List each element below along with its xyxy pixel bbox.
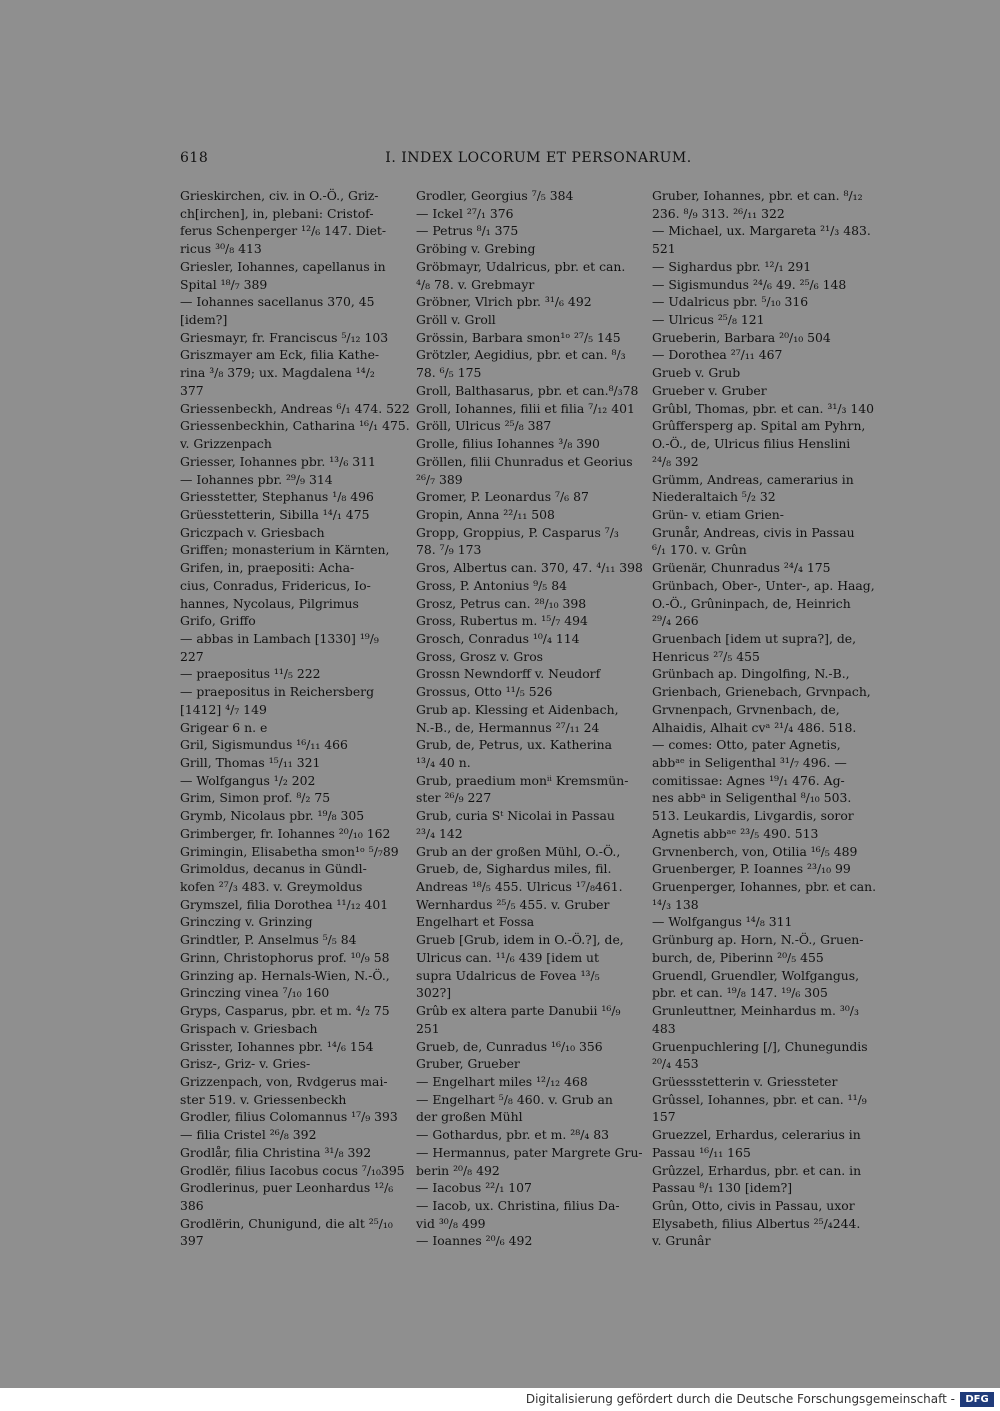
index-entry-line: Grinczing v. Grinzing bbox=[180, 914, 313, 930]
index-entry-line: [1412] ⁴/₇ 149 bbox=[180, 701, 267, 717]
index-entry-line: 78. ⁶/₅ 175 bbox=[416, 365, 482, 381]
index-entry-line: ¹⁴/₃ 138 bbox=[652, 896, 699, 912]
index-entry-line: 157 bbox=[652, 1109, 676, 1125]
index-entry-line: Grinn, Christophorus prof. ¹⁰/₉ 58 bbox=[180, 949, 390, 965]
index-entry-line: Grvnenberch, von, Otilia ¹⁶/₅ 489 bbox=[652, 843, 858, 859]
index-entry-line: Grueb [Grub, idem in O.-Ö.?], de, bbox=[416, 932, 624, 948]
index-entry-line: Gruber, Grueber bbox=[416, 1056, 520, 1072]
index-entry-line: 386 bbox=[180, 1197, 204, 1213]
index-entry-line: Grimoldus, decanus in Gündl- bbox=[180, 861, 367, 877]
index-entry-line: Ulricus can. ¹¹/₆ 439 [idem ut bbox=[416, 949, 600, 965]
index-entry-line: Grill, Thomas ¹⁵/₁₁ 321 bbox=[180, 755, 321, 770]
index-entry-line: Grossn Newndorff v. Neudorf bbox=[416, 666, 601, 682]
index-entry-line: Grodlër, filius Iacobus cocus ⁷/₁₀395 bbox=[180, 1162, 405, 1178]
index-entry-line: Griesser, Iohannes pbr. ¹³/₆ 311 bbox=[180, 453, 376, 469]
index-entry-line: Grizzenpach, von, Rvdgerus mai- bbox=[180, 1073, 388, 1089]
index-entry-line: Grub ap. Klessing et Aidenbach, bbox=[416, 701, 619, 717]
index-entry-line: ferus Schenperger ¹²/₆ 147. Diet- bbox=[180, 223, 387, 239]
index-entry-line: O.-Ö., Grûninpach, de, Heinrich bbox=[652, 595, 851, 611]
index-entry-line: Grüessstetterin v. Griessteter bbox=[652, 1073, 838, 1089]
index-entry-line: Grifen, in, praepositi: Acha- bbox=[180, 560, 355, 576]
index-entry-line: 513. Leukardis, Livgardis, soror bbox=[652, 808, 854, 824]
index-entry-line: — comes: Otto, pater Agnetis, bbox=[652, 737, 841, 753]
index-entry-line: Spital ¹⁸/₇ 389 bbox=[180, 276, 268, 292]
index-entry-line: 377 bbox=[180, 382, 204, 398]
index-entry-line: — Iacob, ux. Christina, filius Da- bbox=[416, 1197, 620, 1213]
index-column-1 bbox=[180, 187, 412, 1250]
index-entry-line: Grimingin, Elisabetha smon¹ᵒ ⁵/₇89 bbox=[180, 843, 399, 859]
index-entry-line: — Engelhart ⁵/₈ 460. v. Grub an bbox=[416, 1091, 613, 1107]
index-entry-line: Grüenär, Chunradus ²⁴/₄ 175 bbox=[652, 560, 831, 576]
index-entry-line: — Michael, ux. Margareta ²¹/₃ 483. bbox=[652, 223, 871, 239]
index-entry-line: v. Grunâr bbox=[652, 1233, 711, 1249]
index-entry-line: Passau ¹⁶/₁₁ 165 bbox=[652, 1144, 751, 1160]
index-entry-line: Groll, Iohannes, filii et filia ⁷/₁₂ 401 bbox=[416, 400, 635, 416]
index-entry-line: abbᵃᵉ in Seligenthal ³¹/₇ 496. — bbox=[652, 755, 847, 770]
index-entry-line: Gruezzel, Erhardus, celerarius in bbox=[652, 1127, 861, 1143]
index-entry-line: 236. ⁸/₉ 313. ²⁶/₁₁ 322 bbox=[652, 205, 785, 221]
index-entry-line: — abbas in Lambach [1330] ¹⁹/₉ bbox=[180, 630, 379, 646]
index-entry-line: Grinzing ap. Hernals-Wien, N.-Ö., bbox=[180, 967, 390, 983]
index-entry-line: — Wolfgangus ¹/₂ 202 bbox=[180, 772, 316, 788]
index-entry-line: Gryps, Casparus, pbr. et m. ⁴/₂ 75 bbox=[180, 1003, 390, 1019]
index-entry-line: Grodlërin, Chunigund, die alt ²⁵/₁₀ bbox=[180, 1215, 393, 1231]
index-entry-line: Grymszel, filia Dorothea ¹¹/₁₂ 401 bbox=[180, 896, 389, 912]
index-entry-line: Griesstetter, Stephanus ¹/₈ 496 bbox=[180, 489, 374, 505]
index-entry-line: Elysabeth, filius Albertus ²⁵/₄244. bbox=[652, 1215, 861, 1231]
index-entry-line: Gruenberger, P. Ioannes ²³/₁₀ 99 bbox=[652, 861, 851, 877]
index-entry-line: N.-B., de, Hermannus ²⁷/₁₁ 24 bbox=[416, 719, 600, 735]
index-entry-line: Agnetis abbᵃᵉ ²³/₅ 490. 513 bbox=[652, 825, 819, 841]
index-entry-line: Grössin, Barbara smon¹ᵒ ²⁷/₅ 145 bbox=[416, 329, 621, 345]
index-entry-line: Grim, Simon prof. ⁸/₂ 75 bbox=[180, 790, 331, 806]
index-entry-line: ²⁶/₇ 389 bbox=[416, 471, 463, 487]
index-entry-line: Grueb v. Grub bbox=[652, 365, 741, 381]
index-entry-line: ⁶/₁ 170. v. Grûn bbox=[652, 542, 747, 558]
index-entry-line: ch[irchen], in, plebani: Cristof- bbox=[180, 205, 374, 221]
index-entry-line: Grueber v. Gruber bbox=[652, 382, 767, 398]
index-entry-line: Griffen; monasterium in Kärnten, bbox=[180, 542, 390, 558]
index-entry-line: Grub, curia Sᵗ Nicolai in Passau bbox=[416, 808, 615, 824]
index-entry-line: Grûzzel, Erhardus, pbr. et can. in bbox=[652, 1162, 862, 1178]
index-entry-line: — praepositus in Reichersberg bbox=[180, 684, 375, 700]
index-entry-line: Grün- v. etiam Grien- bbox=[652, 506, 784, 522]
index-entry-line: — Petrus ⁸/₁ 375 bbox=[416, 223, 519, 239]
index-entry-line: Groll, Balthasarus, pbr. et can.⁸/₃78 bbox=[416, 382, 639, 398]
index-entry-line: Engelhart et Fossa bbox=[416, 914, 535, 930]
dfg-logo: DFG bbox=[960, 1392, 994, 1407]
index-entry-line: Grub, praedium monⁱⁱ Kremsmün- bbox=[416, 772, 629, 788]
index-entry-line: Grosz, Petrus can. ²⁸/₁₀ 398 bbox=[416, 595, 587, 611]
index-entry-line: — praepositus ¹¹/₅ 222 bbox=[180, 666, 321, 682]
index-entry-line: Grûbl, Thomas, pbr. et can. ³¹/₃ 140 bbox=[652, 400, 875, 416]
index-entry-line: v. Grizzenpach bbox=[180, 436, 272, 452]
index-entry-line: [idem?] bbox=[180, 312, 228, 328]
index-entry-line: Griszmayer am Eck, filia Kathe- bbox=[180, 347, 380, 363]
index-entry-line: Grisster, Iohannes pbr. ¹⁴/₆ 154 bbox=[180, 1038, 374, 1054]
index-entry-line: ster 519. v. Griessenbeckh bbox=[180, 1091, 347, 1107]
index-entry-line: Gruendl, Gruendler, Wolfgangus, bbox=[652, 967, 860, 983]
index-entry-line: Griczpach v. Griesbach bbox=[180, 524, 325, 540]
index-entry-line: Gröll, Ulricus ²⁵/₈ 387 bbox=[416, 418, 552, 434]
index-entry-line: Grûn, Otto, civis in Passau, uxor bbox=[652, 1197, 855, 1213]
index-entry-line: Grub an der großen Mühl, O.-Ö., bbox=[416, 843, 621, 859]
index-entry-line: kofen ²⁷/₃ 483. v. Greymoldus bbox=[180, 879, 363, 895]
index-entry-line: supra Udalricus de Fovea ¹³/₅ bbox=[416, 967, 600, 983]
index-entry-line: Gröbmayr, Udalricus, pbr. et can. bbox=[416, 258, 626, 274]
index-entry-line: Passau ⁸/₁ 130 [idem?] bbox=[652, 1180, 793, 1196]
index-entry-line: Grindtler, P. Anselmus ⁵/₅ 84 bbox=[180, 932, 357, 948]
index-entry-line: ster ²⁶/₉ 227 bbox=[416, 790, 492, 806]
index-entry-line: — Ickel ²⁷/₁ 376 bbox=[416, 205, 514, 221]
index-entry-line: hannes, Nycolaus, Pilgrimus bbox=[180, 595, 359, 611]
index-entry-line: Grünbach ap. Dingolfing, N.-B., bbox=[652, 666, 850, 682]
index-entry-line: Grossus, Otto ¹¹/₅ 526 bbox=[416, 684, 553, 700]
index-entry-line: ricus ³⁰/₈ 413 bbox=[180, 241, 262, 257]
index-entry-line: Gruber, Iohannes, pbr. et can. ⁸/₁₂ bbox=[652, 188, 863, 203]
index-entry-line: Grünburg ap. Horn, N.-Ö., Gruen- bbox=[652, 932, 864, 948]
index-entry-line: Gröbner, Vlrich pbr. ³¹/₆ 492 bbox=[416, 294, 592, 310]
index-entry-line: Grimberger, fr. Iohannes ²⁰/₁₀ 162 bbox=[180, 825, 391, 841]
index-entry-line: Alhaidis, Alhait cvᵃ ²¹/₄ 486. 518. bbox=[652, 719, 857, 735]
page-title: I. INDEX LOCORUM ET PERSONARUM. bbox=[385, 150, 692, 166]
index-entry-line: 483 bbox=[652, 1020, 676, 1036]
index-entry-line: 78. ⁷/₉ 173 bbox=[416, 542, 482, 558]
index-entry-line: — Ulricus ²⁵/₈ 121 bbox=[652, 312, 765, 328]
index-entry-line: — filia Cristel ²⁶/₈ 392 bbox=[180, 1127, 317, 1143]
index-entry-line: Grieskirchen, civ. in O.-Ö., Griz- bbox=[180, 188, 379, 203]
index-entry-line: Grünbach, Ober-, Unter-, ap. Haag, bbox=[652, 577, 875, 593]
index-entry-line: Grosch, Conradus ¹⁰/₄ 114 bbox=[416, 630, 580, 646]
index-entry-line: Gröllen, filii Chunradus et Georius bbox=[416, 453, 633, 469]
index-entry-line: Grueb, de, Cunradus ¹⁶/₁₀ 356 bbox=[416, 1038, 603, 1054]
index-entry-line: Wernhardus ²⁵/₅ 455. v. Gruber bbox=[416, 896, 610, 912]
index-entry-line: ²⁰/₄ 453 bbox=[652, 1056, 699, 1072]
index-entry-line: 251 bbox=[416, 1020, 440, 1036]
index-entry-line: berin ²⁰/₈ 492 bbox=[416, 1162, 500, 1178]
index-entry-line: burch, de, Piberinn ²⁰/₅ 455 bbox=[652, 949, 824, 965]
index-entry-line: Gromer, P. Leonardus ⁷/₆ 87 bbox=[416, 489, 589, 505]
index-entry-line: — Sigismundus ²⁴/₆ 49. ²⁵/₆ 148 bbox=[652, 276, 847, 292]
index-entry-line: — Hermannus, pater Margrete Gru- bbox=[416, 1144, 643, 1160]
index-entry-line: Gröll v. Groll bbox=[416, 312, 496, 328]
index-entry-line: comitissae: Agnes ¹⁹/₁ 476. Ag- bbox=[652, 772, 845, 788]
index-entry-line: Gross, Rubertus m. ¹⁵/₇ 494 bbox=[416, 613, 588, 629]
index-entry-line: Griesler, Iohannes, capellanus in bbox=[180, 258, 386, 274]
index-entry-line: Grinczing vinea ⁷/₁₀ 160 bbox=[180, 985, 330, 1001]
index-entry-line: ²³/₄ 142 bbox=[416, 825, 463, 841]
index-entry-line: Andreas ¹⁸/₅ 455. Ulricus ¹⁷/₈461. bbox=[416, 879, 623, 895]
index-column-3 bbox=[652, 187, 884, 1250]
index-entry-line: — Iacobus ²²/₁ 107 bbox=[416, 1180, 532, 1196]
index-entry-line: Gril, Sigismundus ¹⁶/₁₁ 466 bbox=[180, 737, 348, 753]
index-entry-line: nes abbᵃ in Seligenthal ⁸/₁₀ 503. bbox=[652, 790, 852, 806]
index-entry-line: Gropp, Groppius, P. Casparus ⁷/₃ bbox=[416, 524, 619, 540]
index-entry-line: — Iohannes pbr. ²⁹/₉ 314 bbox=[180, 471, 333, 487]
index-entry-line: Gruenperger, Iohannes, pbr. et can. bbox=[652, 879, 877, 895]
index-entry-line: Grispach v. Griesbach bbox=[180, 1020, 318, 1036]
index-entry-line: Grodler, filius Colomannus ¹⁷/₉ 393 bbox=[180, 1109, 398, 1125]
index-entry-line: 302?] bbox=[416, 985, 452, 1001]
index-entry-line: Grûb ex altera parte Danubii ¹⁶/₉ bbox=[416, 1003, 621, 1019]
index-entry-line: Henricus ²⁷/₅ 455 bbox=[652, 648, 760, 664]
index-entry-line: ²⁴/₈ 392 bbox=[652, 453, 699, 469]
index-entry-line: Grodler, Georgius ⁷/₅ 384 bbox=[416, 188, 574, 203]
index-entry-line: — Sighardus pbr. ¹²/₁ 291 bbox=[652, 258, 812, 274]
index-entry-line: Griessenbeckhin, Catharina ¹⁶/₁ 475. bbox=[180, 418, 410, 434]
index-entry-line: Grümm, Andreas, camerarius in bbox=[652, 471, 854, 487]
index-entry-line: Grigear 6 n. e bbox=[180, 719, 268, 735]
index-entry-line: — Ioannes ²⁰/₆ 492 bbox=[416, 1233, 533, 1249]
index-entry-line: — Udalricus pbr. ⁵/₁₀ 316 bbox=[652, 294, 809, 310]
page-header bbox=[180, 150, 897, 170]
index-entry-line: 397 bbox=[180, 1233, 204, 1249]
index-entry-line: Grûssel, Iohannes, pbr. et can. ¹¹/₉ bbox=[652, 1091, 867, 1107]
index-entry-line: 227 bbox=[180, 648, 204, 664]
index-entry-line: Griessenbeckh, Andreas ⁶/₁ 474. 522 bbox=[180, 400, 410, 416]
index-entry-line: Grueberin, Barbara ²⁰/₁₀ 504 bbox=[652, 329, 831, 345]
index-entry-line: Grueb, de, Sighardus miles, fil. bbox=[416, 861, 612, 877]
index-entry-line: Grienbach, Grienebach, Grvnpach, bbox=[652, 684, 871, 700]
index-entry-line: Grub, de, Petrus, ux. Katherina bbox=[416, 737, 613, 753]
index-entry-line: Grunleuttner, Meinhardus m. ³⁰/₃ bbox=[652, 1003, 859, 1019]
index-entry-line: Grymb, Nicolaus pbr. ¹⁹/₈ 305 bbox=[180, 808, 365, 824]
index-entry-line: ⁴/₈ 78. v. Grebmayr bbox=[416, 276, 535, 292]
index-entry-line: — Wolfgangus ¹⁴/₈ 311 bbox=[652, 914, 793, 930]
index-entry-line: Gross, Grosz v. Gros bbox=[416, 648, 544, 664]
index-entry-line: rina ³/₈ 379; ux. Magdalena ¹⁴/₂ bbox=[180, 365, 375, 381]
index-entry-line: Grifo, Griffo bbox=[180, 613, 256, 629]
index-entry-line: Grodlår, filia Christina ³¹/₈ 392 bbox=[180, 1144, 372, 1160]
index-entry-line: Grüesstetterin, Sibilla ¹⁴/₁ 475 bbox=[180, 506, 370, 522]
index-entry-line: Grisz-, Griz- v. Gries- bbox=[180, 1056, 311, 1072]
footer-bar bbox=[0, 1388, 1000, 1411]
index-entry-line: Grvnenpach, Grvnenbach, de, bbox=[652, 701, 840, 717]
index-entry-line: vid ³⁰/₈ 499 bbox=[416, 1215, 486, 1231]
index-entry-line: Gruenpuchlering [/], Chunegundis bbox=[652, 1038, 868, 1054]
index-entry-line: Gross, P. Antonius ⁹/₅ 84 bbox=[416, 577, 567, 593]
index-entry-line: Niederaltaich ⁵/₂ 32 bbox=[652, 489, 776, 505]
index-entry-line: Grötzler, Aegidius, pbr. et can. ⁸/₃ bbox=[416, 347, 626, 363]
index-entry-line: Griesmayr, fr. Franciscus ⁵/₁₂ 103 bbox=[180, 329, 389, 345]
index-entry-line: Gruenbach [idem ut supra?], de, bbox=[652, 630, 857, 646]
index-entry-line: ²⁹/₄ 266 bbox=[652, 613, 699, 629]
index-entry-line: Grolle, filius Iohannes ³/₈ 390 bbox=[416, 436, 600, 452]
index-entry-line: Grunår, Andreas, civis in Passau bbox=[652, 524, 855, 540]
index-entry-line: O.-Ö., de, Ulricus filius Henslini bbox=[652, 436, 851, 452]
index-entry-line: — Iohannes sacellanus 370, 45 bbox=[180, 294, 375, 310]
index-entry-line: pbr. et can. ¹⁹/₈ 147. ¹⁹/₆ 305 bbox=[652, 985, 828, 1001]
index-entry-line: Gropin, Anna ²²/₁₁ 508 bbox=[416, 506, 555, 522]
index-entry-line: — Engelhart miles ¹²/₁₂ 468 bbox=[416, 1073, 588, 1089]
index-entry-line: Gröbing v. Grebing bbox=[416, 241, 536, 257]
index-entry-line: — Dorothea ²⁷/₁₁ 467 bbox=[652, 347, 783, 363]
index-column-2 bbox=[416, 187, 648, 1250]
index-entry-line: ¹³/₄ 40 n. bbox=[416, 755, 471, 770]
index-entry-line: Grodlerinus, puer Leonhardus ¹²/₆ bbox=[180, 1180, 394, 1196]
funding-note: Digitalisierung gefördert durch die Deutsche Forschungsgemeinschaft - bbox=[525, 1392, 955, 1406]
index-entry-line: cius, Conradus, Fridericus, Io- bbox=[180, 577, 371, 593]
page-number: 618 bbox=[180, 150, 209, 166]
index-entry-line: — Gothardus, pbr. et m. ²⁸/₄ 83 bbox=[416, 1127, 610, 1143]
index-entry-line: Gros, Albertus can. 370, 47. ⁴/₁₁ 398 bbox=[416, 560, 643, 576]
index-entry-line: Grûffersperg ap. Spital am Pyhrn, bbox=[652, 418, 866, 434]
index-entry-line: 521 bbox=[652, 241, 676, 257]
index-entry-line: der großen Mühl bbox=[416, 1109, 523, 1125]
